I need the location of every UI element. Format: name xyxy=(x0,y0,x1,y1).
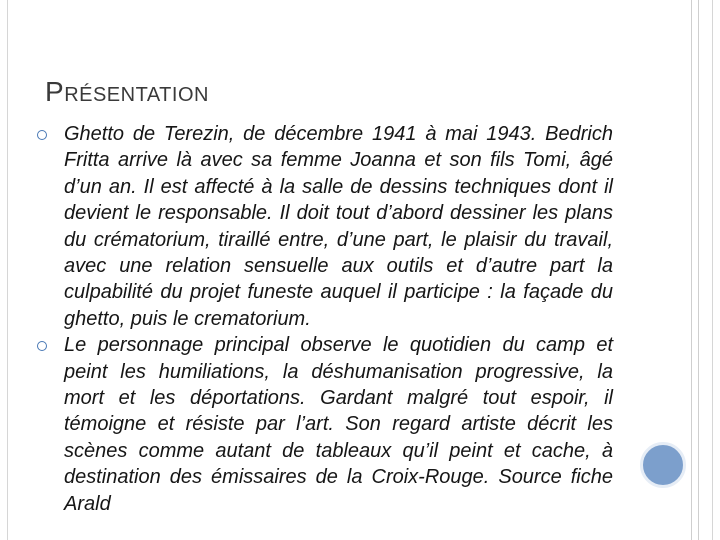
decorative-circle-icon xyxy=(640,442,686,488)
circle-bullet-icon xyxy=(37,341,47,351)
bullet-item xyxy=(35,121,613,332)
title-rest: RÉSENTATION xyxy=(64,84,209,106)
bullet-text: Le personnage principal observe le quotidien du camp et peint les humiliations, la déshumanisation progressive, la mort et les déportations. Gardant malgré tout espoir, il témoigne et résiste par l’art. Son regard artiste décrit les scènes comme autant de tableaux qu’il peint et cache, à destination des émissaires de la Croix-Rouge. Source fiche Arald xyxy=(64,334,613,515)
circle-bullet-icon xyxy=(37,130,47,140)
bullet-list xyxy=(35,121,613,517)
bullet-item xyxy=(35,332,613,517)
bullet-text: Ghetto de Terezin, de décembre 1941 à mai 1943. Bedrich Fritta arrive là avec sa femme Joanna et son fils Tomi, âgé d’un an. Il est affecté à la salle de dessins techniques dont il devient le responsable. Il doit tout d’abord dessiner les plans du crématorium, tiraillé entre, d’une part, le plaisir du travail, avec une relation sensuelle aux outils et d’autre part la culpabilité du projet funeste auquel il participe : la façade du ghetto, puis le crematorium. xyxy=(64,123,613,330)
slide-title xyxy=(45,75,209,112)
title-initial: P xyxy=(45,76,65,107)
slide-side-rail xyxy=(691,0,699,540)
